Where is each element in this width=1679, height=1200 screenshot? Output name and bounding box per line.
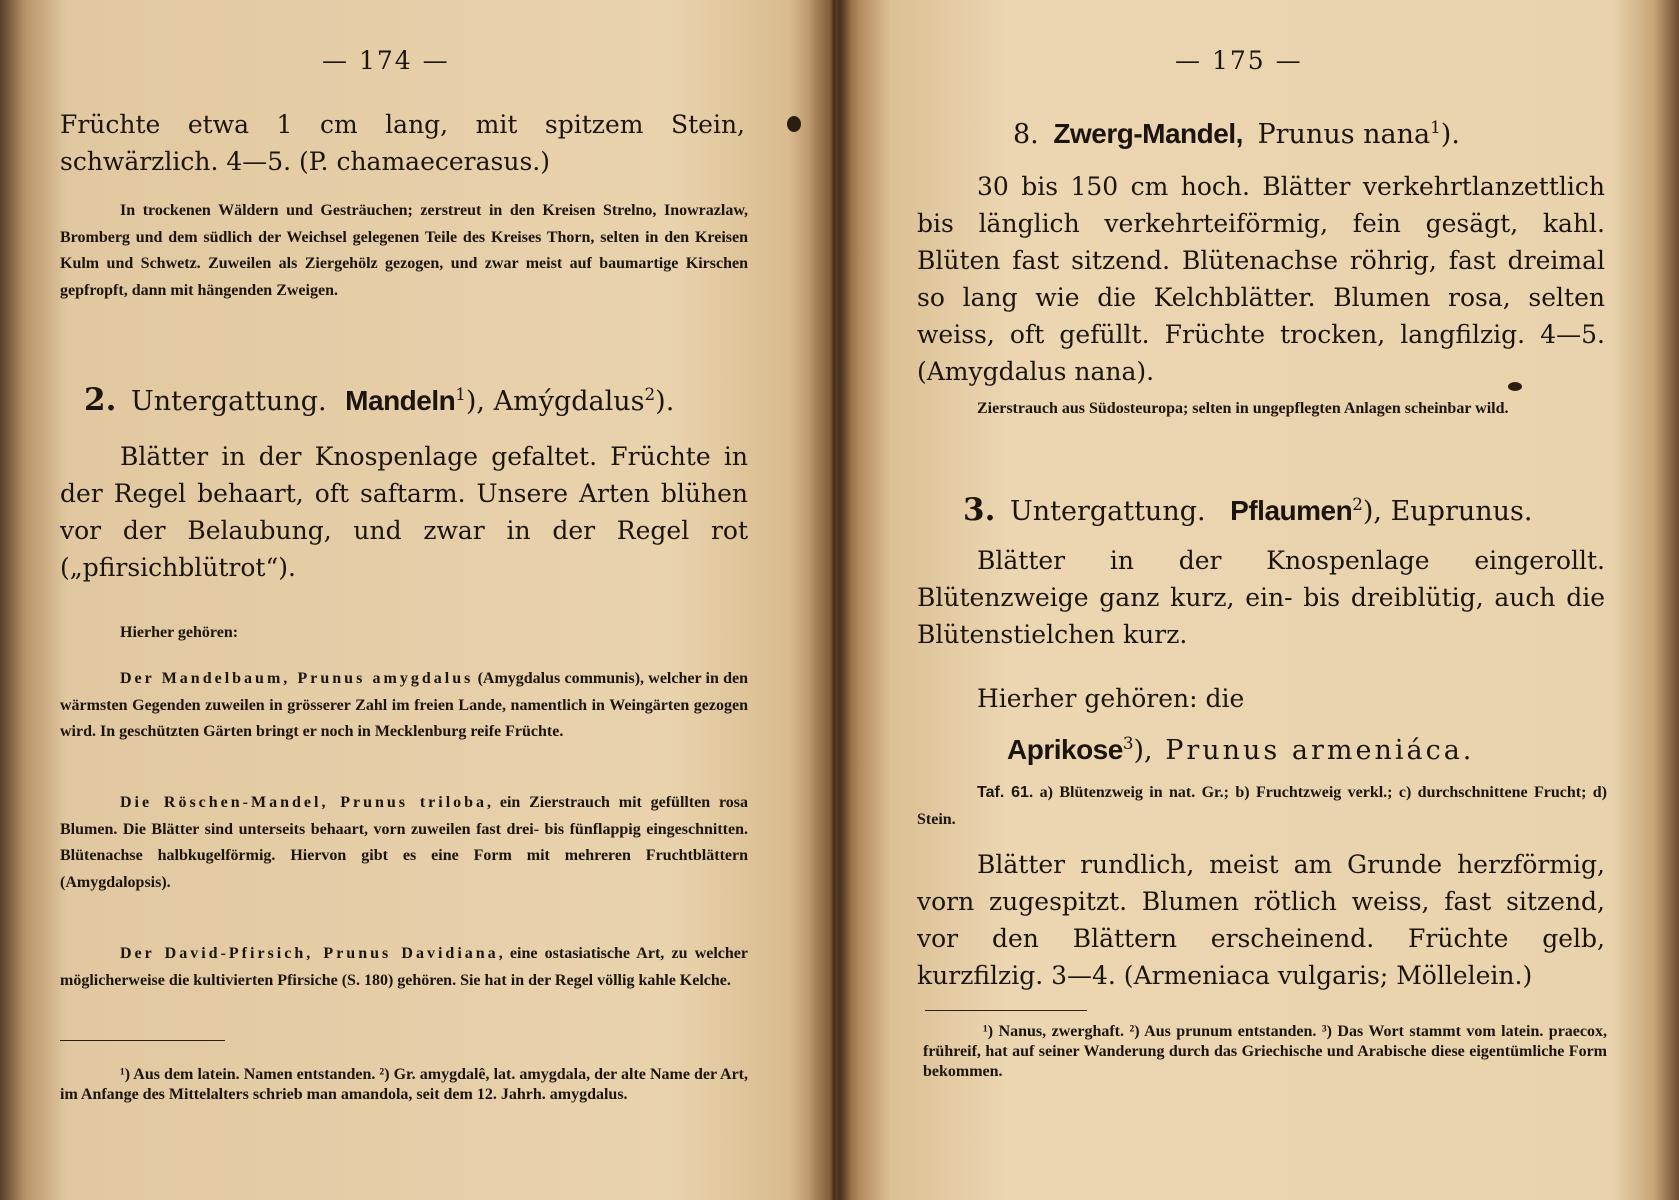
species-latin: Prunus nana — [1257, 119, 1431, 150]
species-name: Zwerg-Mandel, — [1053, 118, 1243, 149]
section-heading-right: 3. Untergattung. Pflaumen$^2$), Euprunus. — [963, 492, 1533, 528]
section-name: Pflaumen — [1230, 495, 1353, 526]
page-number-left: — 174 — — [322, 46, 450, 75]
ink-speck — [1508, 382, 1522, 391]
species-heading-zwerg-mandel: 8. Zwerg-Mandel, Prunus nana$^1$). — [1013, 116, 1460, 150]
apricot-description: Blätter rundlich, meist am Grunde herzförmig, vorn zugespitzt. Blumen rötlich weiss, fast sitzend, vor den Blättern erscheinend. Früchte gelb, kurzfilzig. 3—4. (Armeniaca vulgaris; Möllelein.) — [917, 850, 1605, 990]
species-number: 8. — [1013, 119, 1039, 150]
footnote-ref: 2 — [644, 383, 656, 404]
left-page — [0, 0, 835, 1200]
footnote-rule-right — [925, 1010, 1087, 1011]
footnote-ref: 2 — [1352, 493, 1363, 514]
species-description: 30 bis 150 cm hoch. Blätter verkehrtlanzettlich bis länglich verkehrteiförmig, fein gesägt, kahl. Blüten fast sitzend. Blütenachse röhrig, fast dreimal so lang wie die Kelchblätter. Blumen rosa, selten weiss, oft gefüllt. Früchte trocken, langfilzig. 4—5. (Amygdalus nana). — [917, 172, 1605, 386]
apricot-latin: Prunus armeniáca. — [1165, 735, 1475, 766]
intro-paragraph: Früchte etwa 1 cm lang, mit spitzem Stein, schwärzlich. 4—5. (P. chamaecerasus.) — [60, 110, 745, 176]
footnote-right: ¹) Nanus, zwerghaft. ²) Aus prunum entstanden. ³) Das Wort stammt vom latein. praecox, frühreif, hat auf seiner Wanderung durch das Griechische und Arabische diese eigentümliche Form bekommen. — [923, 1023, 1607, 1080]
section-heading-left: 2. Untergattung. Mandeln$^1$), Amýgdalus$^2$). — [84, 382, 675, 418]
apricot-heading: Aprikose$^3$), Prunus armeniáca. — [1007, 732, 1475, 766]
right-page — [845, 0, 1679, 1200]
section-latin: Euprunus. — [1390, 496, 1533, 527]
section-name: Mandeln — [345, 385, 456, 416]
section-latin: Amýgdalus — [493, 386, 645, 417]
footnote-ref: 1 — [455, 383, 466, 404]
section-description-left: Blätter in der Knospenlage gefaltet. Früchte in der Regel behaart, oft saftarm. Unsere Arten blühen vor der Belaubung, und zwar in der Regel rot („pfirsichblütrot“). — [60, 442, 748, 582]
hierher-label-right: Hierher gehören: die — [977, 684, 1245, 713]
section-number: 3. — [963, 492, 996, 528]
footnote-left: ¹) Aus dem latein. Namen entstanden. ²) Gr. amygdalê, lat. amygdala, der alte Name der Art, im Anfange des Mittelalters schrieb man amandola, seit dem 12. Jahrh. amygdalus. — [60, 1066, 748, 1103]
footnote-rule-left — [60, 1040, 225, 1041]
hierher-label-left: Hierher gehören: — [120, 624, 239, 641]
entry-mandelbaum: Der Mandelbaum, Prunus amygdalus (Amygdalus communis), welcher in den wärmsten Gegenden zuweilen in grösserer Zahl im freien Lande, namentlich in Weingärten gezogen wird. In geschützten Gärten bringt er noch in Mecklenburg reife Früchte. — [60, 670, 748, 740]
species-note: Zierstrauch aus Südosteuropa; selten in ungepflegten Anlagen scheinbar wild. — [977, 400, 1509, 417]
apricot-name: Aprikose — [1007, 734, 1123, 765]
habitat-note: In trockenen Wäldern und Gesträuchen; zerstreut in den Kreisen Strelno, Inowrazlaw, Bromberg und dem südlich der Weichsel gelegenen Teile des Kreises Thorn, selten in den Kreisen Kulm und Schwetz. Zuweilen als Ziergehölz gezogen, und zwar meist auf baumartige Kirschen gepfropft, dann mit hängenden Zweigen. — [60, 202, 748, 299]
page-number-right: — 175 — — [1175, 46, 1303, 75]
footnote-ref: 3 — [1122, 732, 1134, 753]
entry-david-pfirsich: Der David-Pfirsich, Prunus Davidiana, eine ostasiatische Art, zu welcher möglicherweise die kultivierten Pfirsiche (S. 180) gehören. Sie hat in der Regel völlig kahle Kelche. — [60, 945, 749, 989]
book-gutter — [808, 0, 860, 1200]
entry-roeschen-mandel: Die Röschen-Mandel, Prunus triloba, ein Zierstrauch mit gefüllten rosa Blumen. Die Blätter sind unterseits behaart, vorn zuweilen fast drei- bis fünflappig eingeschnitten. Blütenachse halbkugelförmig. Hiervon gibt es eine Form mit mehreren Fruchtblättern (Amygdalopsis). — [60, 794, 748, 891]
footnote-ref: 1 — [1430, 116, 1441, 137]
plate-note: Taf. 61. a) Blütenzweig in nat. Gr.; b) Fruchtzweig verkl.; c) durchschnittene Frucht; d) Stein. — [917, 784, 1607, 828]
ink-speck — [787, 116, 801, 132]
section-description-right: Blätter in der Knospenlage eingerollt. Blütenzweige ganz kurz, ein- bis dreiblütig, auch die Blütenstielchen kurz. — [917, 546, 1605, 649]
section-label: Untergattung. — [130, 386, 327, 417]
section-label: Untergattung. — [1009, 496, 1206, 527]
section-number: 2. — [84, 382, 117, 418]
